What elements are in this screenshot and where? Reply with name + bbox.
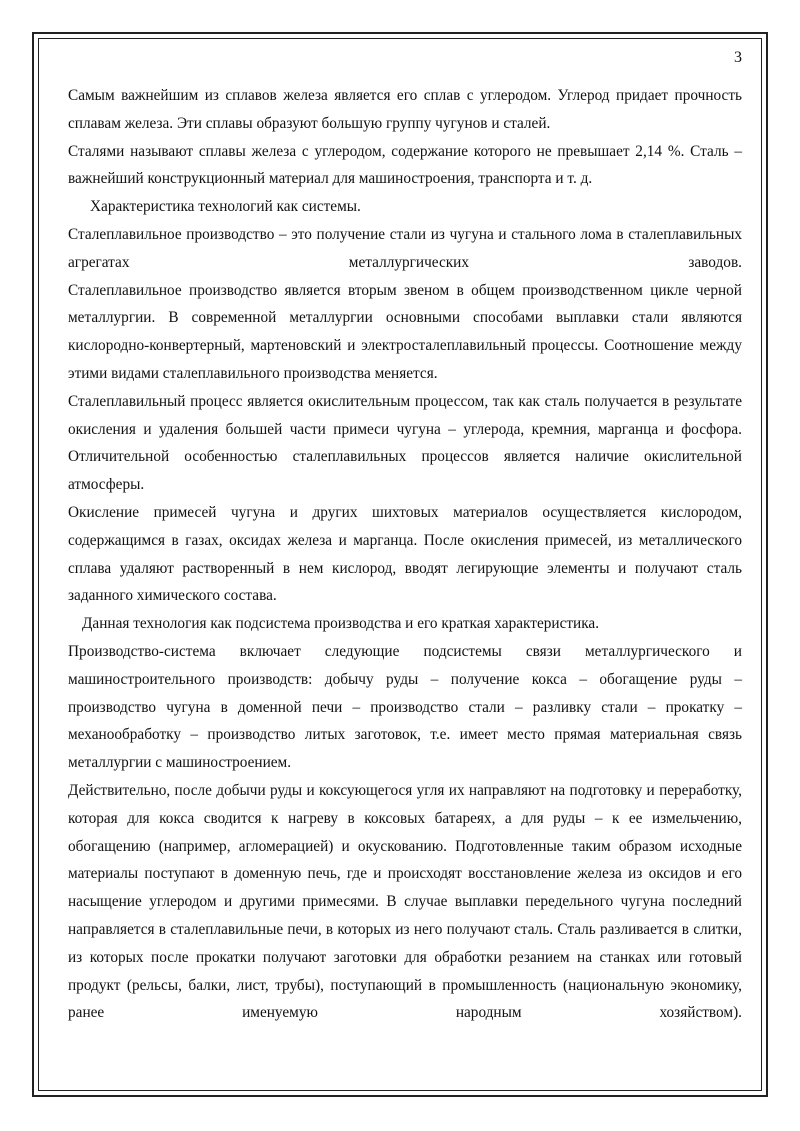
- document-body: [68, 82, 742, 1027]
- section-heading-technology-system: Характеристика технологий как системы.: [90, 198, 361, 216]
- paragraph-steelmaking-definition: Сталеплавильное производство – это получение стали из чугуна и стального лома в сталеплавильных агрегатах металлургических заводов.: [68, 225, 742, 271]
- paragraph-oxidation-process: Сталеплавильный процесс является окислительным процессом, так как сталь получается в результате окисления и удаления большей части примеси чугуна – углерода, кремния, марганца и фосфора. Отличительной особенностью сталеплавильных процессов является наличие окислительной атмосферы.: [68, 392, 742, 494]
- paragraph-steel-definition: Сталями называют сплавы железа с углеродом, содержание которого не превышает 2,14 %. Сталь – важнейший конструкционный материал для машиностроения, транспорта и т. д.: [68, 142, 742, 188]
- paragraph-iron-alloys: Самым важнейшим из сплавов железа является его сплав с углеродом. Углерод придает прочность сплавам железа. Эти сплавы образуют большую группу чугунов и сталей.: [68, 87, 742, 132]
- paragraph-production-chain: Действительно, после добычи руды и коксующегося угля их направляют на подготовку и переработку, которая для кокса сводится к нагреву в коксовых батареях, а для руды – к ее измельчению, обогащению (например, агломерацией) и окускованию. Подготовленные таким образом исходные материалы поступают в доменную печь, где и происходят восстановление железа из оксидов и его насыщение углеродом и другими примесями. В случае выплавки передельного чугуна последний направляется в сталеплавильные печи, в которых из него получают сталь. Сталь разливается в слитки, из которых после прокатки получают заготовки для обработки резанием на станках или готовый продукт (рельсы, балки, лист, трубы), поступающий в промышленность (национальную экономику, ранее именуемую народным хозяйством).: [68, 781, 742, 1022]
- page-number: 3: [734, 49, 742, 66]
- paragraph-impurity-oxidation: Окисление примесей чугуна и других шихтовых материалов осуществляется кислородом, содержащимся в газах, оксидах железа и марганца. После окисления примесей, из металлического сплава удаляют растворенный в нем кислород, вводят легирующие элементы и получают сталь заданного химического состава.: [68, 503, 742, 605]
- paragraph-production-system: Производство-система включает следующие подсистемы связи металлургического и машиностроительного производств: добычу руды – получение кокса – обогащение руды – производство чугуна в доменной печи – производство стали – разливку стали – прокатку – механообработку – производство литых заготовок, т.е. имеет место прямая материальная связь металлургии с машиностроением.: [68, 642, 742, 772]
- paragraph-steelmaking-cycle: Сталеплавильное производство является вторым звеном в общем производственном цикле черной металлургии. В современной металлургии основными способами выплавки стали являются кислородно-конвертерный, мартеновский и электросталеплавильный процессы. Соотношение между этими видами сталеплавильного производства меняется.: [68, 281, 742, 382]
- section-heading-subsystem: Данная технология как подсистема производства и его краткая характеристика.: [82, 615, 600, 633]
